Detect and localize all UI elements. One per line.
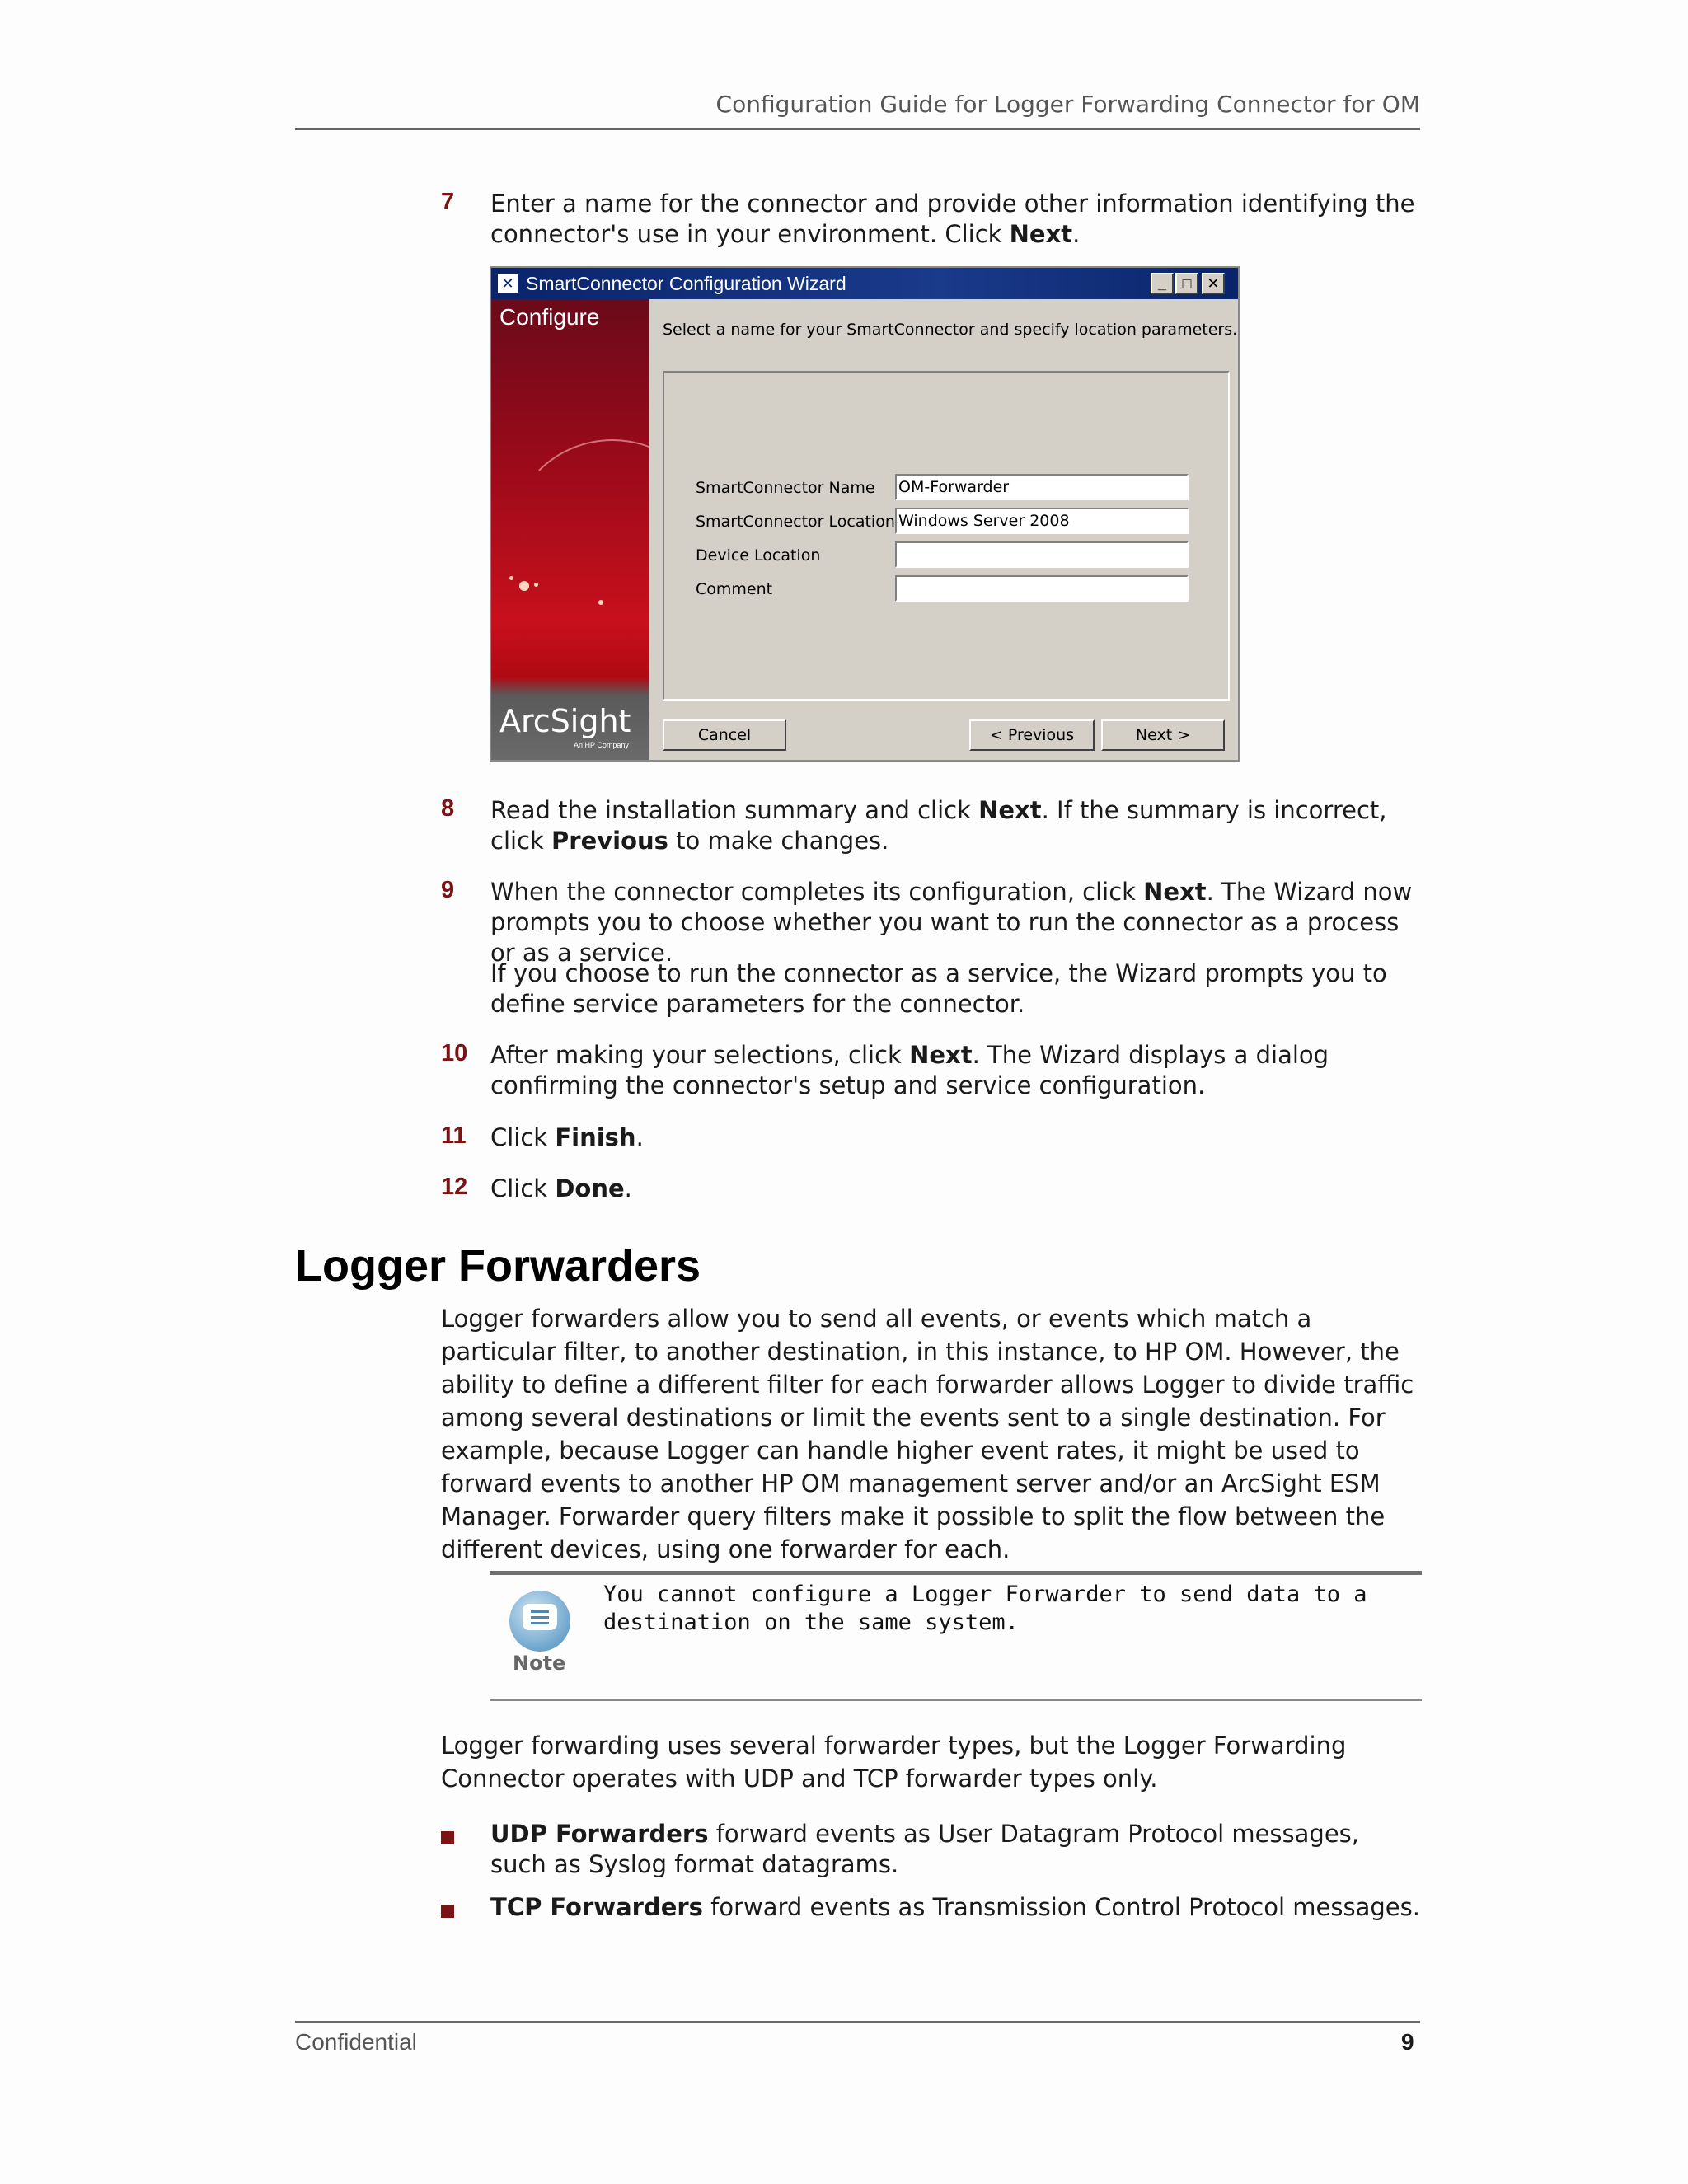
- wizard-title-bar: [491, 268, 1238, 299]
- device-location-input[interactable]: [895, 541, 1189, 568]
- minimize-icon[interactable]: _: [1151, 273, 1174, 294]
- sparkle-graphic: [598, 600, 603, 605]
- running-header: Configuration Guide for Logger Forwarding Connector for OM: [715, 91, 1420, 118]
- step-number: 9: [441, 877, 455, 903]
- bullet-text: forward events as User Datagram Protocol messages, such as Syslog format datagrams.: [490, 1820, 1359, 1878]
- step-text-part: . The Wizard now prompts you to choose whether you want to run the connector as a process or as a service.: [490, 878, 1413, 967]
- sparkle-graphic: [519, 581, 529, 591]
- step-text: [490, 877, 1422, 968]
- bullet-text: forward events as Transmission Control Protocol messages.: [702, 1893, 1420, 1921]
- arcsight-logo: ArcSight: [499, 703, 631, 739]
- step-bold: Next: [978, 796, 1042, 824]
- note-label: Note: [513, 1652, 566, 1675]
- step-text-part: Enter a name for the connector and provide other information identifying the connector's use in your environment. Click: [490, 190, 1415, 248]
- step-number: 8: [441, 795, 455, 822]
- logo-subtitle: An HP Company: [574, 741, 629, 749]
- bullet-bold: TCP Forwarders: [490, 1893, 703, 1921]
- step-text: [490, 1174, 1422, 1204]
- bullet-item: [490, 1819, 1422, 1880]
- note-top-rule: [490, 1571, 1422, 1575]
- sidebar-heading: Configure: [499, 304, 600, 330]
- step-bold: Next: [1009, 220, 1073, 248]
- step-text-part: When the connector completes its configuration, click: [490, 878, 1144, 906]
- step-number: 7: [441, 189, 455, 215]
- section-paragraph: Logger forwarding uses several forwarder types, but the Logger Forwarding Connector operates with UDP and TCP forwarder types only.: [441, 1732, 1347, 1793]
- step-bold: Next: [1143, 878, 1207, 906]
- step-text-part: Click: [490, 1123, 556, 1151]
- section-paragraph: Logger forwarders allow you to send all events, or events which match a particular filter, to another destination, in this instance, to HP OM. However, the ability to define a different filter for each forwarder allows Logger to divide traffic among several destinations or limit the events sent to a single destination. For example, because Logger can handle higher event rates, it might be used to forward events to another HP OM management server and/or an ArcSight ESM Manager. Forwarder query filters make it possible to split the flow between the different devices, using one forwarder for each.: [441, 1305, 1414, 1563]
- note-text: You cannot configure a Logger Forwarder to send data to a destination on the same system.: [603, 1582, 1367, 1635]
- wizard-window: [490, 266, 1240, 762]
- step-text-part: .: [1072, 220, 1081, 248]
- field-label: Device Location: [696, 546, 821, 565]
- field-label: SmartConnector Name: [696, 479, 875, 497]
- swoosh-graphic: [508, 439, 649, 649]
- wizard-sidebar: [491, 299, 649, 760]
- page-number: 9: [1401, 2029, 1414, 2055]
- step-bold: Done: [555, 1174, 625, 1202]
- step-text-part: .: [624, 1174, 632, 1202]
- bullet-marker: [441, 1905, 454, 1918]
- bullet-bold: UDP Forwarders: [490, 1820, 709, 1848]
- footer-confidential: Confidential: [295, 2029, 417, 2055]
- comment-input[interactable]: [895, 575, 1189, 602]
- smartconnector-location-input[interactable]: Windows Server 2008: [895, 508, 1189, 534]
- step-number: 12: [441, 1174, 468, 1200]
- smartconnector-name-input[interactable]: OM-Forwarder: [895, 474, 1189, 500]
- wizard-title: SmartConnector Configuration Wizard: [526, 273, 846, 294]
- bullet-marker: [441, 1831, 454, 1844]
- bullet-item: [490, 1892, 1422, 1923]
- app-icon: ✕: [498, 274, 518, 293]
- field-label: SmartConnector Location: [696, 513, 895, 531]
- step-text-part: .: [635, 1123, 644, 1151]
- note-icon: [509, 1591, 570, 1652]
- step-text-part: Click: [490, 1174, 556, 1202]
- sparkle-graphic: [509, 576, 513, 580]
- step-text: [490, 795, 1422, 856]
- field-label: Comment: [696, 580, 773, 598]
- header-rule: [295, 128, 1420, 130]
- bubble-line: [531, 1622, 549, 1624]
- section-heading: Logger Forwarders: [295, 1241, 701, 1291]
- note-bottom-rule: [490, 1699, 1422, 1701]
- step-text-part: After making your selections, click: [490, 1041, 910, 1069]
- step-bold: Finish: [555, 1123, 636, 1151]
- step-number: 10: [441, 1040, 468, 1066]
- footer-rule: [295, 2021, 1420, 2023]
- step-text-part: . The Wizard displays a dialog confirming the connector's setup and service configuration.: [490, 1041, 1329, 1099]
- close-icon[interactable]: ✕: [1202, 273, 1225, 294]
- step-text: [490, 189, 1422, 250]
- step-text-part: Read the installation summary and click: [490, 796, 979, 824]
- step-text-part: to make changes.: [668, 827, 889, 855]
- bubble-line: [531, 1616, 549, 1619]
- step-text-part: . If the summary is incorrect, click: [490, 796, 1387, 855]
- sparkle-graphic: [534, 583, 538, 587]
- bubble-line: [531, 1610, 549, 1613]
- step-paragraph: If you choose to run the connector as a service, the Wizard prompts you to define service parameters for the connector.: [490, 959, 1387, 1018]
- next-button[interactable]: Next >: [1101, 719, 1225, 751]
- cancel-button[interactable]: Cancel: [663, 719, 786, 751]
- previous-button[interactable]: < Previous: [969, 719, 1095, 751]
- step-bold: Previous: [551, 827, 668, 855]
- wizard-intro: Select a name for your SmartConnector and specify location parameters.: [663, 321, 1238, 339]
- step-number: 11: [441, 1122, 467, 1149]
- wizard-panel: [663, 371, 1230, 701]
- step-text: [490, 1040, 1422, 1101]
- maximize-icon[interactable]: □: [1175, 273, 1198, 294]
- step-text: [490, 1122, 1422, 1153]
- step-bold: Next: [909, 1041, 973, 1069]
